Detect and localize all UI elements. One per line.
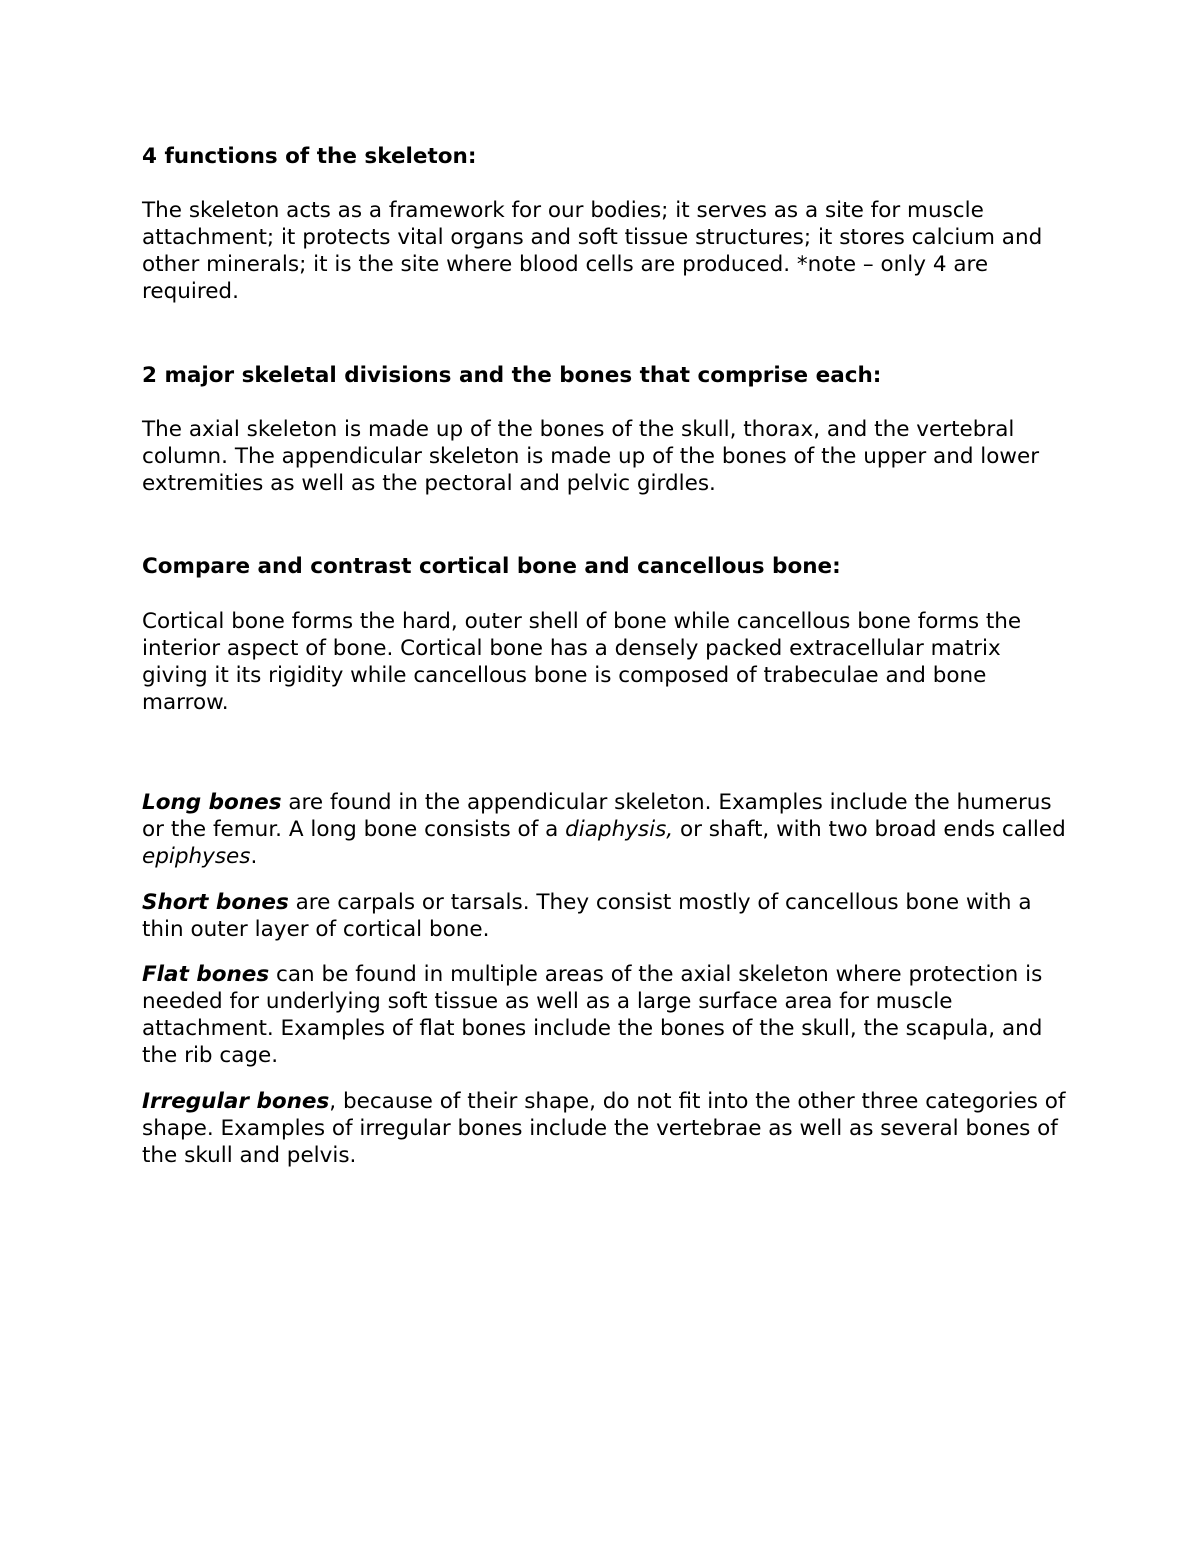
functions-heading: 4 functions of the skeleton:: [142, 144, 477, 169]
epiphyses-term: epiphyses: [142, 844, 251, 869]
long-bones-term: Long bones: [142, 790, 282, 815]
long-bones-text-2: or shaft, with two broad ends called: [673, 817, 1066, 842]
irregular-bones-term: Irregular bones: [142, 1089, 330, 1114]
divisions-paragraph: The axial skeleton is made up of the bones of the skull, thorax, and the vertebral column. The appendicular skeleton is made up of the bones of the upper and lower extremities as well as the pectoral and pelvic girdles.: [142, 417, 1040, 496]
flat-bones-paragraph: [142, 961, 1072, 1069]
long-bones-paragraph: [142, 789, 1072, 870]
short-bones-paragraph: [142, 889, 1072, 943]
short-bones-term: Short bones: [142, 890, 289, 915]
short-bones-text: are carpals or tarsals. They consist mostly of cancellous bone with a thin outer layer of cortical bone.: [142, 890, 1032, 942]
functions-paragraph: The skeleton acts as a framework for our bodies; it serves as a site for muscle attachment; it protects vital organs and soft tissue structures; it stores calcium and other minerals; it is the site where blood cells are produced. *note – only 4 are required.: [142, 198, 1043, 304]
compare-paragraph: Cortical bone forms the hard, outer shell of bone while cancellous bone forms the interior aspect of bone. Cortical bone has a densely packed extracellular matrix giving it its rigidity while cancellous bone is composed of trabeculae and bone marrow.: [142, 609, 1022, 715]
compare-heading: Compare and contrast cortical bone and cancellous bone:: [142, 554, 841, 579]
flat-bones-term: Flat bones: [142, 962, 270, 987]
diaphysis-term: diaphysis,: [565, 817, 674, 842]
flat-bones-text: can be found in multiple areas of the axial skeleton where protection is needed for underlying soft tissue as well as a large surface area for muscle attachment. Examples of flat bones include the bones of the skull, the scapula, and the rib cage.: [142, 962, 1043, 1068]
long-bones-text-3: .: [250, 844, 258, 869]
long-bones-text-1: are found in the appendicular skeleton. Examples include the humerus or the femur. A long bone consists of a: [142, 790, 1052, 842]
irregular-bones-paragraph: [142, 1088, 1072, 1169]
divisions-heading: 2 major skeletal divisions and the bones that comprise each:: [142, 363, 882, 388]
irregular-bones-text: , because of their shape, do not fit into the other three categories of shape. Examples of irregular bones include the vertebrae as well as several bones of the skull and pelvis.: [142, 1089, 1066, 1168]
